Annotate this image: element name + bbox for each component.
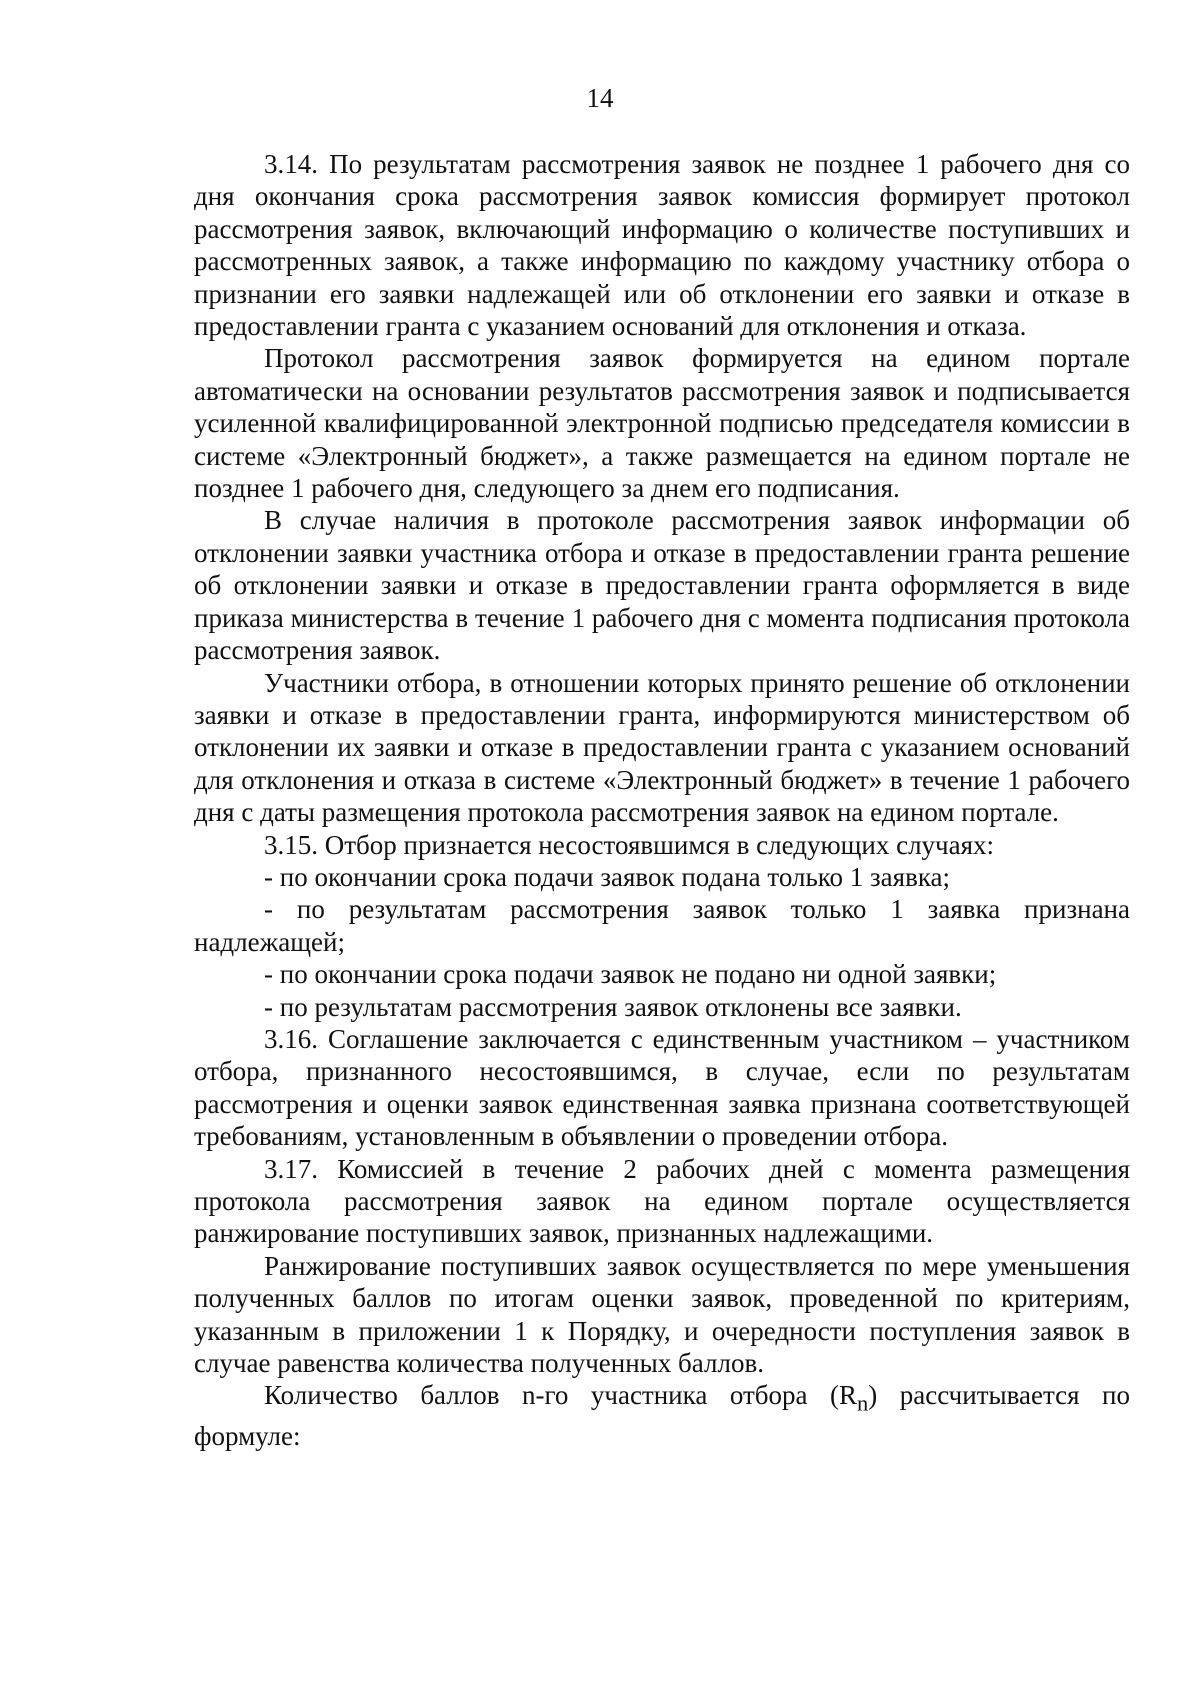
paragraph-ranking-order: Ранжирование поступивших заявок осуществляется по мере уменьшения полученных баллов по итогам оценки заявок, проведенной по критериям, указанным в приложении 1 к Порядку, и очередности поступления заявок в случае равенства количества полученных баллов.	[194, 1250, 1130, 1379]
paragraph-rejection-order: В случае наличия в протоколе рассмотрения заявок информации об отклонении заявки участника отбора и отказе в предоставлении гранта решение об отклонении заявки и отказе в предоставлении гранта оформляется в виде приказа министерства в течение 1 рабочего дня с момента подписания протокола рассмотрения заявок.	[194, 505, 1130, 666]
paragraph-3-15: 3.15. Отбор признается несостоявшимся в следующих случаях:	[264, 829, 995, 860]
list-item-single-application: - по окончании срока подачи заявок подана только 1 заявка;	[264, 861, 951, 892]
formula-intro-after: ) рассчитывается по формуле:	[194, 1380, 1130, 1452]
document-body	[194, 148, 1130, 1453]
formula-intro-before: Количество баллов n-го участника отбора (R	[264, 1380, 858, 1411]
paragraph-formula-intro	[194, 1379, 1130, 1452]
formula-intro-subscript: n	[857, 1390, 869, 1416]
page-number: 14	[586, 83, 614, 113]
paragraph-3-16: 3.16. Соглашение заключается с единственным участником – участником отбора, признанного несостоявшимся, в случае, если по результатам рассмотрения и оценки заявок единственная заявка признана соответствующей требованиям, установленным в объявлении о проведении отбора.	[194, 1023, 1130, 1152]
paragraph-participant-notification: Участники отбора, в отношении которых принято решение об отклонении заявки и отказе в предоставлении гранта, информируются министерством об отклонении их заявки и отказе в предоставлении гранта с указанием оснований для отклонения и отказа в системе «Электронный бюджет» в течение 1 рабочего дня с даты размещения протокола рассмотрения заявок на едином портале.	[194, 667, 1130, 828]
list-item-no-applications: - по окончании срока подачи заявок не подано ни одной заявки;	[264, 959, 997, 990]
paragraph-3-14: 3.14. По результатам рассмотрения заявок не позднее 1 рабочего дня со дня окончания срока рассмотрения заявок комиссия формирует протокол рассмотрения заявок, включающий информацию о количестве поступивших и рассмотренных заявок, а также информацию по каждому участнику отбора о признании его заявки надлежащей или об отклонении его заявки и отказе в предоставлении гранта с указанием оснований для отклонения и отказа.	[194, 149, 1130, 342]
list-item-single-proper-application: - по результатам рассмотрения заявок только 1 заявка признана надлежащей;	[194, 894, 1130, 957]
list-item-all-rejected: - по результатам рассмотрения заявок отклонены все заявки.	[264, 991, 962, 1022]
paragraph-3-17: 3.17. Комиссией в течение 2 рабочих дней с момента размещения протокола рассмотрения заявок на едином портале осуществляется ранжирование поступивших заявок, признанных надлежащими.	[194, 1153, 1130, 1249]
paragraph-protocol-signing: Протокол рассмотрения заявок формируется на едином портале автоматически на основании результатов рассмотрения заявок и подписывается усиленной квалифицированной электронной подписью председателя комиссии в системе «Электронный бюджет», а также размещается на едином портале не позднее 1 рабочего дня, следующего за днем его подписания.	[194, 343, 1130, 504]
